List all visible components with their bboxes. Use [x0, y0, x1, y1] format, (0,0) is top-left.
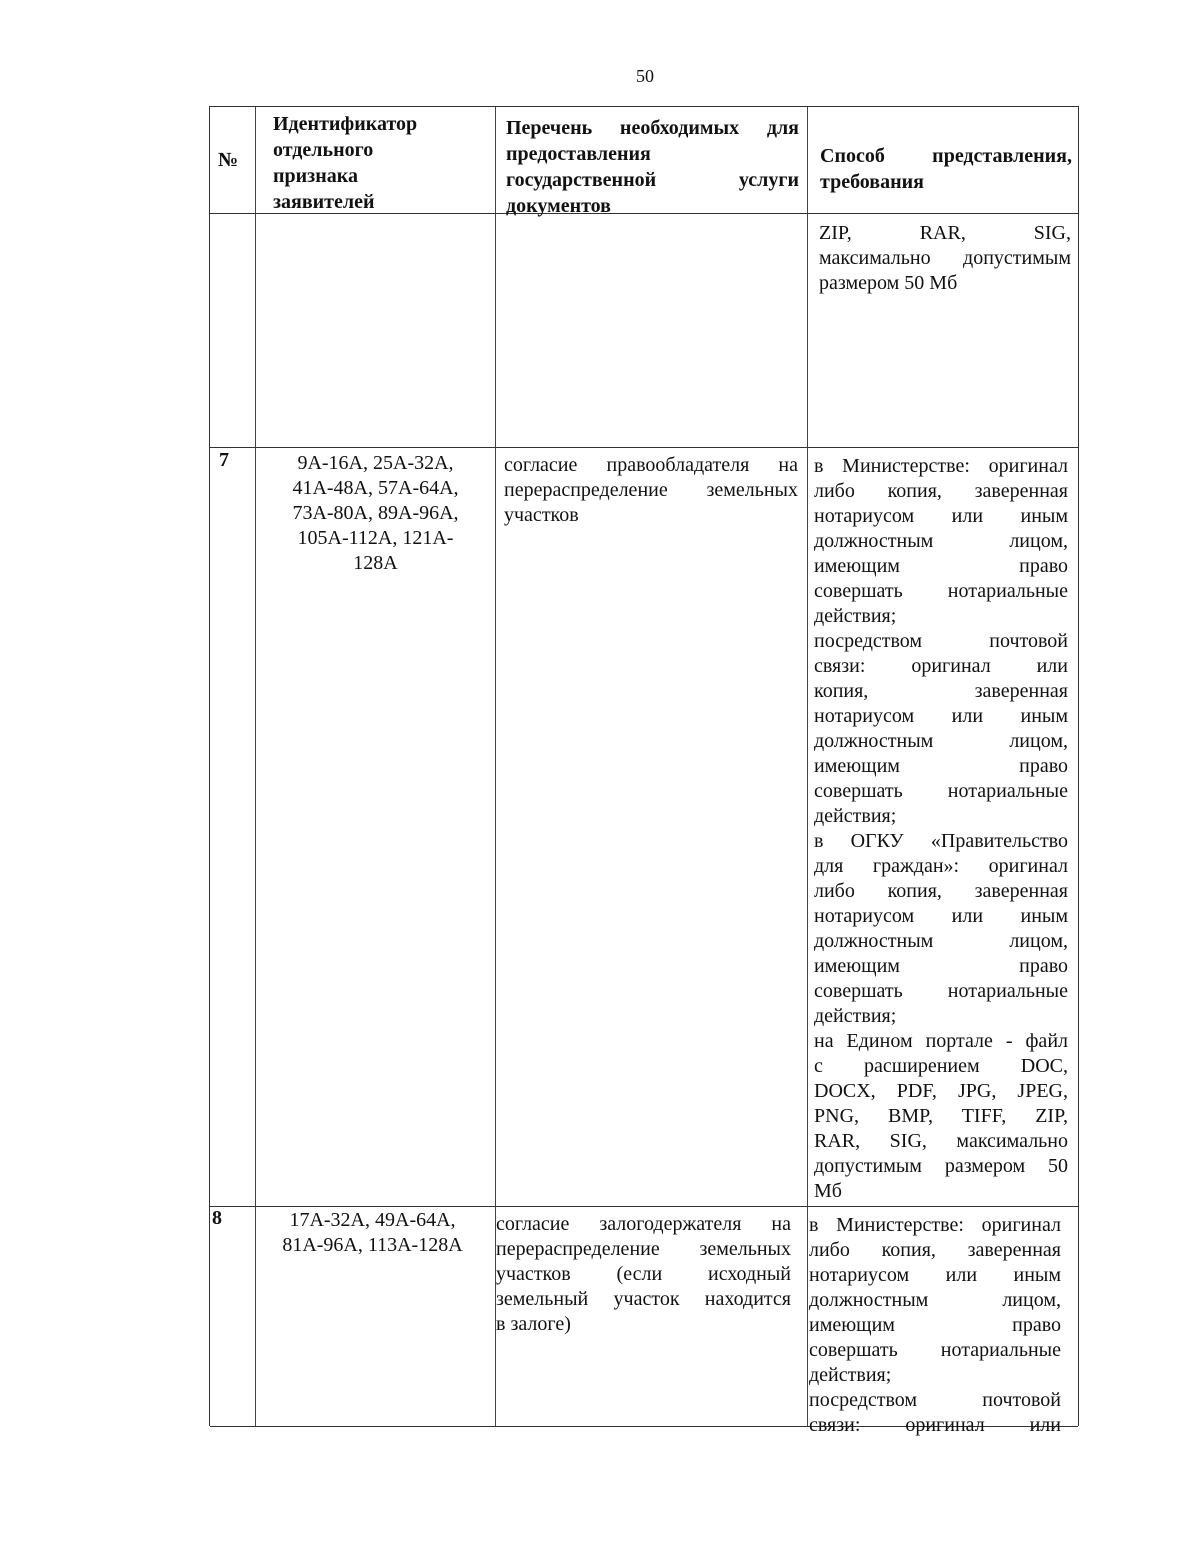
- method-line: в ОГКУ «Правительство: [814, 830, 1068, 852]
- method-line: должностным лицом,: [809, 1289, 1061, 1311]
- method-line: нотариусом или иным: [814, 505, 1068, 527]
- method-line: имеющим право: [814, 755, 1068, 777]
- method-line: совершать нотариальные: [814, 780, 1068, 802]
- row-divider: [210, 447, 1078, 448]
- header-num: №: [218, 149, 239, 171]
- header-method: Способ представления, требования: [820, 145, 1072, 193]
- method-line: совершать нотариальные: [809, 1339, 1061, 1361]
- method-line: Мб: [814, 1180, 842, 1202]
- method-line: действия;: [814, 605, 897, 627]
- method-line: с расширением DOC,: [814, 1055, 1068, 1077]
- header-identifier: Идентификатор отдельного признака заявителей: [273, 113, 418, 213]
- row-7-num: 7: [219, 449, 229, 471]
- method-line: на Едином портале - файл: [814, 1030, 1068, 1052]
- method-line: для граждан»: оригинал: [814, 855, 1068, 877]
- row-7-documents: согласие правообладателя на перераспределение земельных участков: [504, 454, 798, 526]
- row-7-identifier: 9А-16А, 25А-32А, 41А-48А, 57А-64А, 73А-80А, 89А-96А, 105А-112А, 121А- 128А: [292, 452, 459, 574]
- method-line: либо копия, заверенная: [809, 1239, 1061, 1261]
- method-line: либо копия, заверенная: [814, 480, 1068, 502]
- method-line: имеющим право: [809, 1314, 1061, 1336]
- method-line: нотариусом или иным: [809, 1264, 1061, 1286]
- method-line: нотариусом или иным: [814, 705, 1068, 727]
- method-line: должностным лицом,: [814, 530, 1068, 552]
- method-line: посредством почтовой: [814, 630, 1068, 652]
- method-line: DOCX, PDF, JPG, JPEG,: [814, 1080, 1068, 1102]
- method-line: RAR, SIG, максимально: [814, 1130, 1068, 1152]
- method-line: совершать нотариальные: [814, 980, 1068, 1002]
- continuation-method: ZIP, RAR, SIG, максимально допустимым размером 50 Мб: [819, 222, 1071, 294]
- documents-table: [209, 106, 1079, 1436]
- method-line: нотариусом или иным: [814, 905, 1068, 927]
- method-line: допустимым размером 50: [814, 1155, 1068, 1177]
- column-divider: [807, 107, 808, 1426]
- method-line: должностным лицом,: [814, 930, 1068, 952]
- row-8-identifier: 17А-32А, 49А-64А, 81А-96А, 113А-128А: [282, 1209, 463, 1256]
- header-documents: Перечень необходимых для предоставления государственной услуги документов: [506, 117, 799, 217]
- method-line: действия;: [814, 805, 897, 827]
- method-line: копия, заверенная: [814, 680, 1068, 702]
- method-line: связи: оригинал или: [809, 1414, 1061, 1436]
- method-line: действия;: [809, 1364, 892, 1386]
- method-line: имеющим право: [814, 955, 1068, 977]
- row-8-method: [809, 1213, 1061, 1438]
- method-line: должностным лицом,: [814, 730, 1068, 752]
- method-line: действия;: [814, 1005, 897, 1027]
- method-line: совершать нотариальные: [814, 580, 1068, 602]
- row-divider: [210, 1206, 1078, 1207]
- method-line: в Министерстве: оригинал: [814, 455, 1068, 477]
- method-line: связи: оригинал или: [814, 655, 1068, 677]
- column-divider: [255, 107, 256, 1426]
- method-line: либо копия, заверенная: [814, 880, 1068, 902]
- row-7-method: [814, 454, 1068, 1204]
- method-line: имеющим право: [814, 555, 1068, 577]
- method-line: посредством почтовой: [809, 1389, 1061, 1411]
- method-line: PNG, BMP, TIFF, ZIP,: [814, 1105, 1068, 1127]
- method-line: в Министерстве: оригинал: [809, 1214, 1061, 1236]
- row-8-documents: согласие залогодержателя на перераспределение земельных участков (если исходный земельный участок находится в залоге): [496, 1213, 791, 1335]
- row-8-num: 8: [212, 1207, 222, 1229]
- page-number: 50: [636, 66, 654, 86]
